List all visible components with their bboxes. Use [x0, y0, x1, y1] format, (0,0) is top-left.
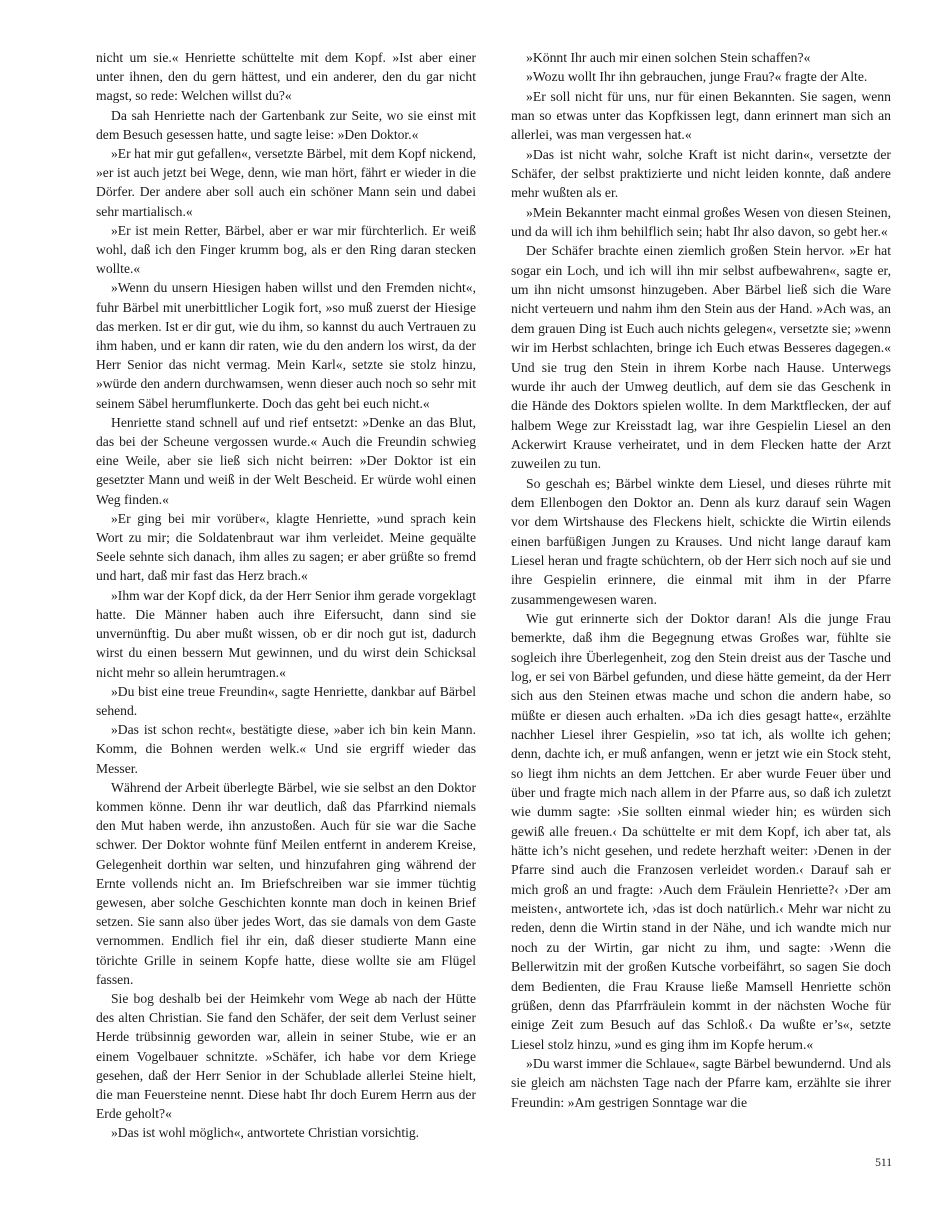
paragraph: »Du bist eine treue Freundin«, sagte Henriette, dankbar auf Bärbel sehend. — [96, 683, 476, 718]
paragraph: Der Schäfer brachte einen ziemlich großen Stein hervor. »Er hat sogar ein Loch, und ich will ihn mir selbst aufbewahren«, sagte er, um ihn nicht umsonst hinzugeben. Aber Bärbel ließ sich die Ware nicht verteuern und nahm ihm den Stein aus der Hand. »Ach was, an dem grauen Ding ist Euch auch nichts gelegen«, versetzte sie; »wenn wir im Herbst schlachten, bringe ich Euch etwas Besseres dagegen.« Und sie trug den Stein in ihrem Korbe nach Hause. Unterwegs wurde ihr auch der Umweg deutlich, auf dem sie das Geschenk in die Hände des Doktors spielen wollte. In dem Marktflecken, der auf halbem Wege zur Kreisstadt lag, war ihre Gespielin Liesel an den Ackerwirt Krause verheiratet, und in dem Flecken hatte der Arzt zuweilen zu tun. — [511, 243, 891, 472]
paragraph: »Mein Bekannter macht einmal großes Wesen von diesen Steinen, und da will ich ihm behilflich sein; habt Ihr also davon, so gebt her.« — [511, 204, 891, 240]
paragraph: Sie bog deshalb bei der Heimkehr vom Wege ab nach der Hütte des alten Christian. Sie fand den Schäfer, der seit dem Verlust seiner Herde trübsinnig geworden war, allein in seiner Stube, wie er an einem Vogelbauer schnitzte. »Schäfer, ich habe vor dem Kriege gesehen, daß der Herr Senior in der Schublade allerlei Steine hielt, die man Feuersteine nennt. Diese habt Ihr doch Eurem Herrn aus der Erde geholt?« — [96, 990, 476, 1122]
paragraph: Wie gut erinnerte sich der Doktor daran! Als die junge Frau bemerkte, daß ihm die Begegnung etwas Großes war, fühlte sie sogleich ihre Überlegenheit, zog den Stein dreist aus der Tasche und log, er sei von Bärbel gefunden, und diese hätte gemeint, da der Herr sich aus den Steinen etwas mache und schon die andern habe, so müßte er diesen auch erhalten. »Da ich dies gesagt hatte«, erzählte nachher Liesel ihrer Gespielin, »so tat ich, als wollte ich gehen; denn, dachte ich, er muß anfangen, wenn er jetzt wie ein Stock steht, so liegt ihm nichts an dem Jettchen. Er aber wurde Feuer über und über und fragte mich nach allem in der Pfarre aus, so daß ich zuletzt wie dumm sagte: ›Sie sollten einmal wieder hin; es würden sich gewiß alle freuen.‹ Da schüttelte er mit dem Kopf, ich aber tat, als hätte ich’s nicht gesehen, und redete herzhaft weiter: ›Denen in der Pfarre sind auch die Franzosen verleidet worden.‹ Darauf sah er mich groß an und fragte: ›Auch dem Fräulein Henriette?‹ ›Der am meisten‹, antwortete ich, ›das ist doch natürlich.‹ Mehr war nicht zu reden, denn die Wirtin stand in der Nähe, und ich wandte mich nur noch zu der Wirtin, gar nicht zu ihm, und sagte: ›Wenn die Bellerwitzin mit der großen Kutsche vorbeifährt, so sagen Sie doch dem Bedienten, die Frau Krause ließe Mamsell Henriette schön grüßen, denn das Pfarrfräulein kommt in der nächsten Woche für einige Zeit zum Besuch auf das Schloß.‹ Da wußte er’s«, setzte Liesel stolz hinzu, »und es ging ihm im Kopfe herum.« — [511, 610, 891, 1052]
paragraph: So geschah es; Bärbel winkte dem Liesel, und dieses rührte mit dem Ellenbogen den Doktor an. Denn als kurz darauf sein Wagen vor dem Wirtshause des Fleckens hielt, schickte die Wirtin eilends einen barfüßigen Jungen zu Krauses. Und nicht lange darauf kam Liesel heran und fragte schüchtern, ob der Herr sich noch auf sie und ihre Gespielin erinnere, die einmal mit ihm in der Pfarre zusammengewesen waren. — [511, 475, 891, 607]
page-number: 511 — [875, 1157, 892, 1169]
paragraph: »Wozu wollt Ihr ihn gebrauchen, junge Frau?« fragte der Alte. — [526, 69, 868, 85]
paragraph: Während der Arbeit überlegte Bärbel, wie sie selbst an den Doktor kommen könne. Denn ihr war deutlich, daß das Pfarrkind niemals den Mut haben werde, ihn anzustoßen. Auch für sie war die Sache schwer. Der Doktor wohnte fünf Meilen entfernt in anderem Kreise, Gelegenheit dorthin war selten, und hinzufahren ging während der Ernte vollends nicht an. Im Briefschreiben war sie immer tüchtig gewesen, aber solche Geschichten konnte man doch in keinen Brief setzen. Sie sann also über jedes Wort, das sie damals von dem Gaste vernommen. Endlich fiel ihr ein, daß dieser studierte Mann eine törichte Grille in seinem Kopfe hatte, diese wollte sie am Flügel fassen. — [96, 779, 476, 987]
right-text-column — [511, 48, 891, 1112]
paragraph: nicht um sie.« Henriette schüttelte mit dem Kopf. »Ist aber einer unter ihnen, den du gern hättest, und ein anderer, den du gar nicht magst, so rede: Welchen willst du?« — [96, 50, 476, 104]
paragraph: »Er ist mein Retter, Bärbel, aber er war mir fürchterlich. Er weiß wohl, daß ich den Finger krumm bog, als er den Ring daran stecken wollte.« — [96, 222, 476, 277]
paragraph: »Er soll nicht für uns, nur für einen Bekannten. Sie sagen, wenn man so etwas unter das Kopfkissen legt, dann erinnert man sich an allerlei, was man vergessen hat.« — [511, 88, 891, 143]
paragraph: »Er ging bei mir vorüber«, klagte Henriette, »und sprach kein Wort zu mir; die Soldatenbraut war ihm verleidet. Meine gequälte Seele sehnte sich danach, ihm alles zu sagen; er aber grüßte so fremd und hart, daß mir fast das Herz brach.« — [96, 510, 476, 584]
paragraph: Da sah Henriette nach der Gartenbank zur Seite, wo sie einst mit dem Besuch gesessen hatte, und sagte leise: »Den Doktor.« — [96, 107, 476, 142]
paragraph: »Du warst immer die Schlaue«, sagte Bärbel bewundernd. Und als sie gleich am nächsten Tage nach der Pfarre kam, erzählte sie ihrer Freundin: »Am gestrigen Sonntage war die — [511, 1055, 891, 1110]
paragraph: »Das ist nicht wahr, solche Kraft ist nicht darin«, versetzte der Schäfer, der selbst praktizierte und nicht leiden konnte, daß andere mehr wußten als er. — [511, 146, 891, 201]
left-text-column — [96, 48, 476, 1143]
paragraph: »Könnt Ihr auch mir einen solchen Stein schaffen?« — [526, 50, 811, 65]
paragraph: »Das ist wohl möglich«, antwortete Christian vorsichtig. — [111, 1125, 420, 1141]
paragraph: »Das ist schon recht«, bestätigte diese, »aber ich bin kein Mann. Komm, die Bohnen werden welk.« Und sie ergriff wieder das Messer. — [96, 722, 476, 776]
paragraph: »Ihm war der Kopf dick, da der Herr Senior ihm gerade vorgeklagt hatte. Die Männer haben auch ihre Eifersucht, dann sind sie unvernünftig. Du aber mußt wissen, ob er dir noch gut ist, dadurch wirst du einen bessern Mut gewinnen, und du wirst dein Schicksal nicht mehr so allein herumtragen.« — [96, 587, 476, 680]
paragraph: »Wenn du unsern Hiesigen haben willst und den Fremden nicht«, fuhr Bärbel mit unerbittlicher Logik fort, »so muß zuerst der Hiesige das merken. Ist er dir gut, wie du ihm, so kannst du auch Vertrauen zu ihm haben, und er kann dir raten, wie du den andern los wirst, da der Herr Senior das nicht vermag. Mein Karl«, setzte sie stolz hinzu, »würde den andern durchwamsen, wenn dieser auch noch so sehr mit seinem Säbel herumflunkerte. Doch das geht bei euch nicht.« — [96, 280, 476, 411]
paragraph: »Er hat mir gut gefallen«, versetzte Bärbel, mit dem Kopf nickend, »er ist auch jetzt bei Wege, denn, wie man hört, fährt er wieder in die Dörfer. Der andere aber soll auch ein schöner Mann sein und dabei sehr martialisch.« — [96, 146, 476, 219]
paragraph: Henriette stand schnell auf und rief entsetzt: »Denke an das Blut, das bei der Scheune vergossen wurde.« Auch die Freundin schwieg eine Weile, aber sie ließ sich nicht beirren: »Der Doktor ist ein gesetzter Mann und weiß in der Welt Bescheid. Er würde wohl einen Weg finden.« — [96, 414, 476, 507]
